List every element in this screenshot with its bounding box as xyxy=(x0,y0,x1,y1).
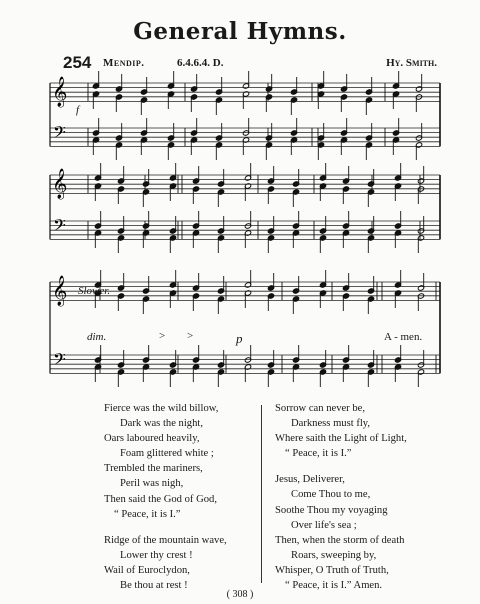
verse-line: Come Thou to me, xyxy=(291,489,371,501)
verse-line: Darkness must fly, xyxy=(291,418,371,430)
bass-clef: 𝄢 xyxy=(53,122,66,146)
verse-line: Where saith the Light of Light, xyxy=(275,433,407,445)
page-title: General Hymns. xyxy=(133,18,347,45)
verse-line: Over life's sea ; xyxy=(291,519,357,531)
verse-line: Foam glittered white ; xyxy=(120,448,214,460)
hymn-number: 254 xyxy=(63,53,92,72)
verse-column-left xyxy=(104,401,227,593)
treble-clef: 𝄞 xyxy=(52,276,68,306)
treble-clef: 𝄞 xyxy=(52,169,68,199)
verse-line: Jesus, Deliverer, xyxy=(275,474,345,486)
amen-lyric: A - men. xyxy=(384,331,423,343)
verse-line: Oars laboured heavily, xyxy=(104,433,200,445)
verse-line: Ridge of the mountain wave, xyxy=(104,534,227,546)
meter: 6.4.6.4. D. xyxy=(177,57,224,69)
verse-line: Be thou at rest ! xyxy=(120,580,188,592)
verse-line: “ Peace, it is I.” Amen. xyxy=(285,580,383,592)
author: Hy. Smith. xyxy=(386,57,437,69)
verse-line: Roars, sweeping by, xyxy=(291,549,377,561)
column-divider xyxy=(261,405,262,583)
bass-clef: 𝄢 xyxy=(53,349,66,373)
verse-line: Then said the God of God, xyxy=(104,493,217,505)
treble-clef: 𝄞 xyxy=(52,77,68,107)
verse-line: Then, when the storm of death xyxy=(275,534,405,546)
dynamic-dim: dim. xyxy=(87,331,107,343)
tune-name: Mendip. xyxy=(103,57,145,69)
verse-line: Wail of Euroclydon, xyxy=(104,564,190,576)
verse-line: Dark was the night, xyxy=(120,418,203,430)
bass-clef: 𝄢 xyxy=(53,215,66,239)
stanza-gap xyxy=(275,461,407,472)
page-number: ( 308 ) xyxy=(226,589,254,600)
verse-line: Soothe Thou my voyaging xyxy=(275,504,388,516)
dynamic-piano: p xyxy=(236,331,243,346)
verse-column-right xyxy=(275,401,407,593)
verse-line: Peril was nigh, xyxy=(120,478,184,490)
accent-mark-2: > xyxy=(187,330,194,342)
dynamic-forte: f xyxy=(76,104,80,116)
verse-line: Trembled the mariners, xyxy=(104,463,203,475)
accent-mark: > xyxy=(159,330,166,342)
verse-line: Whisper, O Truth of Truth, xyxy=(275,564,389,576)
verse-line: Lower thy crest ! xyxy=(120,549,193,561)
verse-line: “ Peace, it is I.” xyxy=(285,448,352,460)
verse-line: “ Peace, it is I.” xyxy=(114,508,181,520)
verse-line: Sorrow can never be, xyxy=(275,403,366,414)
verse-line: Fierce was the wild billow, xyxy=(104,403,219,414)
tempo-marking: Slower. xyxy=(78,285,111,297)
stanza-gap xyxy=(104,522,227,533)
